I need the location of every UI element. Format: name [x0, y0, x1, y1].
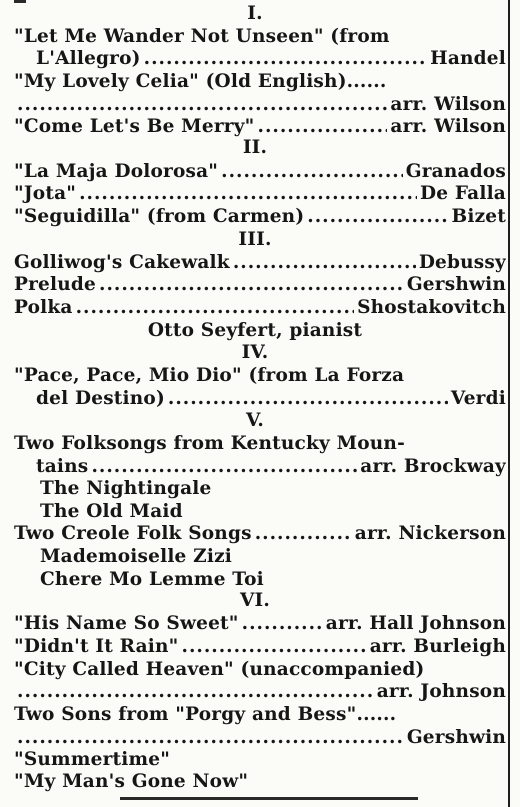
program-line [14, 296, 506, 320]
item-title: "Seguidilla" (from Carmen) [14, 206, 305, 227]
leader-dots [255, 522, 352, 546]
program-line [36, 47, 506, 71]
program-line [14, 726, 506, 750]
section-heading-5: V. [246, 410, 264, 431]
program-line [36, 455, 506, 479]
section-heading-6: VI. [239, 590, 271, 611]
item-composer: arr. Hall Johnson [325, 613, 506, 634]
leader-dots [221, 160, 403, 184]
program-line [14, 182, 506, 206]
program-line [14, 251, 506, 275]
item-composer: arr. Burleigh [369, 636, 506, 657]
leader-dots [17, 680, 374, 704]
program-subitem: "Summertime" [14, 749, 171, 770]
item-title: "Didn't It Rain" [14, 636, 179, 657]
program-line [14, 522, 506, 546]
item-composer: arr. Brockway [360, 456, 506, 477]
item-title: del Destino) [36, 388, 165, 409]
program-subitem: Mademoiselle Zizi [40, 546, 233, 567]
item-title: "His Name So Sweet" [14, 613, 239, 634]
item-composer: arr. Johnson [376, 681, 506, 702]
program-subitem: "My Man's Gone Now" [14, 771, 249, 792]
bottom-rule [120, 797, 418, 800]
item-title: Polka [14, 297, 73, 318]
item-title: "La Maja Dolorosa" [14, 161, 219, 182]
item-title: "Jota" [14, 183, 77, 204]
program-line: "My Lovely Celia" (Old English)...... [14, 71, 387, 92]
item-composer: Handel [430, 48, 506, 69]
leader-dots [99, 273, 404, 297]
item-composer: Shostakovitch [357, 297, 506, 318]
item-title: L'Allegro) [36, 48, 141, 69]
program-line [14, 635, 506, 659]
item-composer: arr. Wilson [390, 94, 506, 115]
item-composer: Gershwin [406, 274, 506, 295]
program-line: "Let Me Wander Not Unseen" (from [14, 26, 390, 47]
leader-dots [17, 726, 404, 750]
program-subitem: Chere Mo Lemme Toi [40, 569, 264, 590]
item-composer: Verdi [450, 388, 506, 409]
program-line [14, 680, 506, 704]
leader-dots [144, 47, 428, 71]
program-line: "Pace, Pace, Mio Dio" (from La Forza [14, 365, 405, 386]
section-heading-1: I. [247, 3, 263, 24]
item-title: Two Creole Folk Songs [14, 523, 252, 544]
leader-dots [307, 205, 448, 229]
item-composer: arr. Nickerson [354, 523, 506, 544]
leader-dots [17, 93, 387, 117]
program-line: "City Called Heaven" (unaccompanied) [14, 659, 425, 680]
leader-dots [91, 455, 357, 479]
item-composer: Bizet [451, 206, 506, 227]
program-subitem: The Old Maid [40, 501, 183, 522]
leader-dots [79, 182, 417, 206]
section-heading-2: II. [242, 137, 268, 158]
program-line: Two Sons from "Porgy and Bess"...... [14, 704, 397, 725]
item-composer: Gershwin [406, 727, 506, 748]
leader-dots [242, 612, 323, 636]
leader-dots [76, 296, 355, 320]
program-line [14, 93, 506, 117]
program-line: Two Folksongs from Kentucky Moun- [14, 433, 405, 454]
item-title: Golliwog's Cakewalk [14, 252, 230, 273]
program-subitem: The Nightingale [40, 478, 212, 499]
leader-dots [233, 251, 416, 275]
program-line [14, 205, 506, 229]
program-line [36, 387, 506, 411]
item-title: Prelude [14, 274, 97, 295]
section-heading-4: IV. [241, 342, 269, 363]
item-composer: Debussy [418, 252, 506, 273]
leader-dots [168, 387, 448, 411]
item-title: "Come Let's Be Merry" [14, 116, 255, 137]
leader-dots [182, 635, 367, 659]
column-rule [508, 0, 510, 807]
item-composer: Granados [405, 161, 506, 182]
program-line [14, 612, 506, 636]
program-line [14, 160, 506, 184]
item-title: tains [36, 456, 89, 477]
performer-credit: Otto Seyfert, pianist [147, 320, 363, 341]
item-composer: arr. Wilson [390, 116, 506, 137]
program-line [14, 273, 506, 297]
section-heading-3: III. [238, 229, 272, 250]
item-composer: De Falla [419, 183, 506, 204]
